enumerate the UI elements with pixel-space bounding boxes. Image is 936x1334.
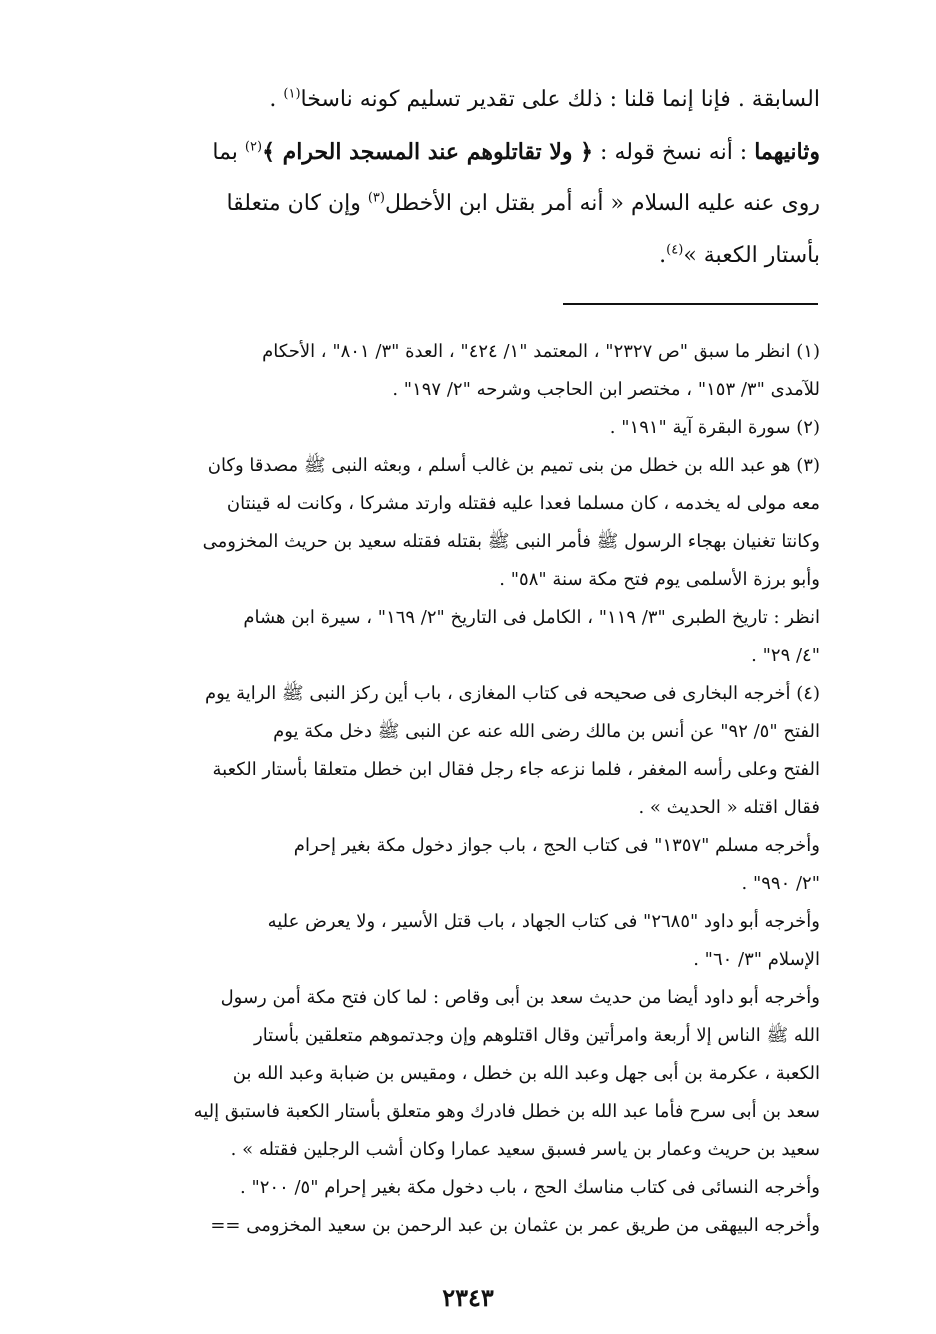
footnote-line: (٤) أخرجه البخارى فى صحيحه فى كتاب المغازى ، باب أين ركز النبى ﷺ الراية يوم: [204, 683, 820, 704]
footnote-line: وأخرجه البيهقى من طريق عمر بن عثمان بن عبد الرحمن بن سعيد المخزومى ==: [210, 1215, 820, 1236]
footnote-line: الله ﷺ الناس إلا أربعة وامرأتين وقال اقتلوهم وإن وجدتموهم متعلقين بأستار: [254, 1025, 820, 1046]
footnote-line: وأخرجه أبو داود أيضا من حديث سعد بن أبى وقاص : لما كان فتح مكة أمن رسول: [220, 987, 820, 1008]
main-line-1-text: السابقة . فإنا إنما قلنا : ذلك على تقدير تسليم كونه ناسخا: [300, 87, 820, 112]
quran-quote: ﴿ ولا تقاتلوهم عند المسجد الحرام ﴾: [262, 139, 594, 165]
main-line-3-end: وإن كان متعلقا: [226, 191, 368, 216]
footnote-line: الكعبة ، عكرمة بن أبى جهل وعبد الله بن خطل ، ومقيس بن ضبابة وعبد الله بن: [232, 1063, 820, 1084]
footnote-line: "٤/ ٢٩" .: [751, 645, 820, 666]
main-line-3: [100, 178, 820, 230]
main-line-1: [100, 74, 820, 126]
footnote-line: سعد بن أبى سرح فأما عبد الله بن خطل فادرك وهو متعلق بأستار الكعبة فاستبق إليه: [193, 1101, 820, 1122]
footnote-separator: [563, 303, 818, 305]
footnote-ref-2[interactable]: (٢): [244, 139, 263, 155]
main-line-4-text: بأستار الكعبة »: [683, 243, 820, 268]
main-line-2-text: : أنه نسخ قوله :: [593, 140, 755, 165]
footnote-line: وأخرجه أبو داود "٢٦٨٥" فى كتاب الجهاد ، باب قتل الأسير ، ولا يعرض عليه: [267, 911, 820, 932]
footnote-line: "٢/ ٩٩٠" .: [741, 873, 820, 894]
main-text: [100, 74, 820, 282]
footnote-line: وأبو برزة الأسلمى يوم فتح مكة سنة "٥٨" .: [499, 569, 820, 590]
footnote-line: وكانتا تغنيان بهجاء الرسول ﷺ فأمر النبى ﷺ بقتله فقتله سعيد بن حريث المخزومى: [202, 531, 820, 552]
main-line-2-end: بما: [212, 140, 245, 165]
footnote-line: الفتح وعلى رأسه المغفر ، فلما نزعه جاء رجل فقال ابن خطل متعلقا بأستار الكعبة: [212, 759, 820, 780]
footnote-line: (٢) سورة البقرة آية "١٩١" .: [609, 417, 820, 438]
footnote-line: فقال اقتله « الحديث » .: [638, 797, 820, 818]
footnote-line: وأخرجه النسائى فى كتاب مناسك الحج ، باب دخول مكة بغير إحرام "٥/ ٢٠٠" .: [240, 1177, 820, 1198]
main-line-4-end: .: [659, 243, 667, 268]
footnote-line: وأخرجه مسلم "١٣٥٧" فى كتاب الحج ، باب جواز دخول مكة بغير إحرام: [293, 835, 820, 856]
footnote-line: سعيد بن حريث وعمار بن ياسر فسبق سعيد عمارا وكان أشب الرجلين فقتله » .: [230, 1139, 820, 1160]
footnote-line: (١) انظر ما سبق "ص ٢٣٢٧" ، المعتمد "١/ ٤٢٤" ، العدة "٣/ ٨٠١" ، الأحكام: [262, 341, 820, 362]
footnote-ref-1[interactable]: (١): [283, 86, 301, 102]
main-line-2: [100, 126, 820, 178]
footnote-ref-3[interactable]: (٣): [367, 190, 385, 206]
footnote-ref-4[interactable]: (٤): [666, 242, 684, 258]
footnotes: [100, 333, 820, 1245]
main-line-3-text: روى عنه عليه السلام « أنه أمر بقتل ابن الأخطل: [384, 191, 820, 216]
footnote-line: انظر : تاريخ الطبرى "٣/ ١١٩" ، الكامل فى التاريخ "٢/ ١٦٩" ، سيرة ابن هشام: [243, 607, 820, 628]
page-number: ٢٣٤٣: [442, 1283, 494, 1312]
main-line-4: [100, 230, 820, 282]
footnote-line: للآمدى "٣/ ١٥٣" ، مختصر ابن الحاجب وشرحه "٢/ ١٩٧" .: [392, 379, 820, 400]
footnote-line: الإسلام "٣/ ٦٠" .: [693, 949, 820, 970]
section-lead-word: وثانيهما: [754, 139, 820, 165]
footnote-line: (٣) هو عبد الله بن خطل من بنى تميم بن غالب أسلم ، وبعثه النبى ﷺ مصدقا وكان: [207, 455, 820, 476]
footnote-line: الفتح "٥/ ٩٢" عن أنس بن مالك رضى الله عنه عن النبى ﷺ دخل مكة يوم: [273, 721, 820, 742]
footnote-line: معه مولى له يخدمه ، كان مسلما فعدا عليه فقتله وارتد مشركا ، وكانت له قينتان: [226, 493, 820, 514]
main-line-1-end: .: [269, 87, 284, 112]
